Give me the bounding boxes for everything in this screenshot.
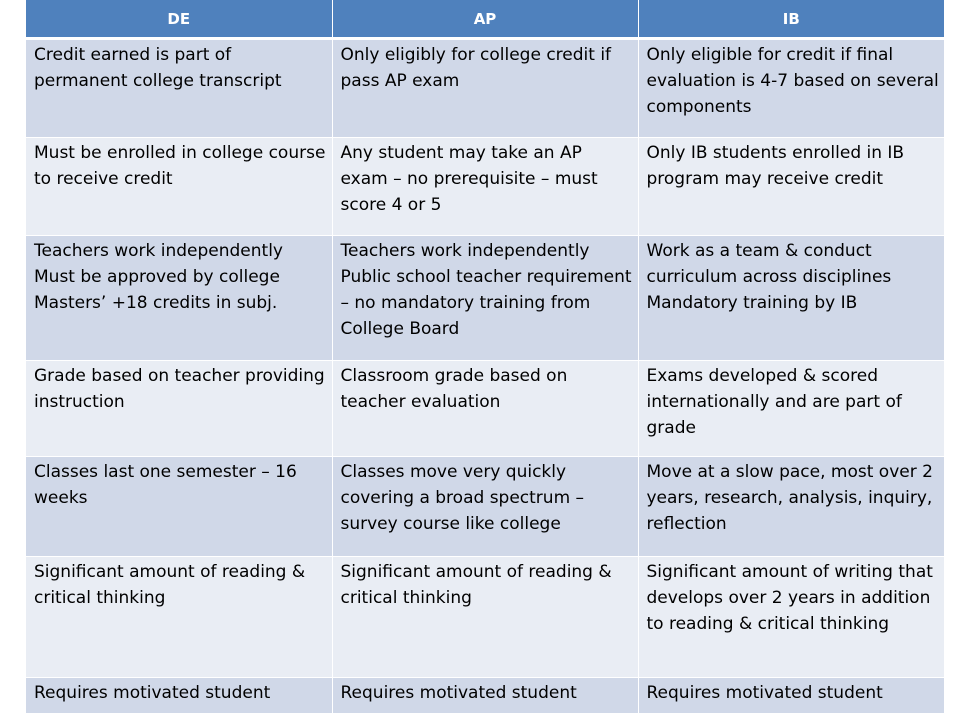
table-cell-ib: Work as a team & conduct curriculum across disciplines Mandatory training by IB: [638, 236, 944, 361]
table-cell-ib: Exams developed & scored internationally and are part of grade: [638, 361, 944, 457]
table-row: [26, 138, 944, 236]
table-cell-ib: Significant amount of writing that develops over 2 years in addition to reading & critical thinking: [638, 557, 944, 678]
table-row: [26, 557, 944, 678]
table-cell-ib: Requires motivated student: [638, 678, 944, 714]
table-row: [26, 236, 944, 361]
table-cell-ap: Only eligibly for college credit if pass AP exam: [332, 39, 638, 138]
column-header-ap: AP: [332, 0, 638, 39]
table-cell-de: Must be enrolled in college course to receive credit: [26, 138, 332, 236]
table-cell-ap: Teachers work independently Public school teacher requirement – no mandatory training from College Board: [332, 236, 638, 361]
column-header-de: DE: [26, 0, 332, 39]
table-row: [26, 361, 944, 457]
table-cell-de: Requires motivated student: [26, 678, 332, 714]
column-header-ib: IB: [638, 0, 944, 39]
table-cell-ib: Only eligible for credit if final evaluation is 4-7 based on several components: [638, 39, 944, 138]
table-cell-de: Credit earned is part of permanent college transcript: [26, 39, 332, 138]
table-cell-ib: Move at a slow pace, most over 2 years, research, analysis, inquiry, reflection: [638, 457, 944, 557]
header-row: [26, 0, 944, 39]
table-cell-ap: Classes move very quickly covering a broad spectrum – survey course like college: [332, 457, 638, 557]
table-row: [26, 678, 944, 714]
table-cell-ap: Requires motivated student: [332, 678, 638, 714]
table-cell-ap: Classroom grade based on teacher evaluation: [332, 361, 638, 457]
table-cell-de: Grade based on teacher providing instruction: [26, 361, 332, 457]
table-row: [26, 39, 944, 138]
table-cell-ap: Significant amount of reading & critical thinking: [332, 557, 638, 678]
comparison-table: [26, 0, 944, 714]
table-cell-ap: Any student may take an AP exam – no prerequisite – must score 4 or 5: [332, 138, 638, 236]
table-cell-de: Significant amount of reading & critical thinking: [26, 557, 332, 678]
table-cell-de: Classes last one semester – 16 weeks: [26, 457, 332, 557]
table-cell-de: Teachers work independently Must be approved by college Masters’ +18 credits in subj.: [26, 236, 332, 361]
table-cell-ib: Only IB students enrolled in IB program may receive credit: [638, 138, 944, 236]
table-row: [26, 457, 944, 557]
